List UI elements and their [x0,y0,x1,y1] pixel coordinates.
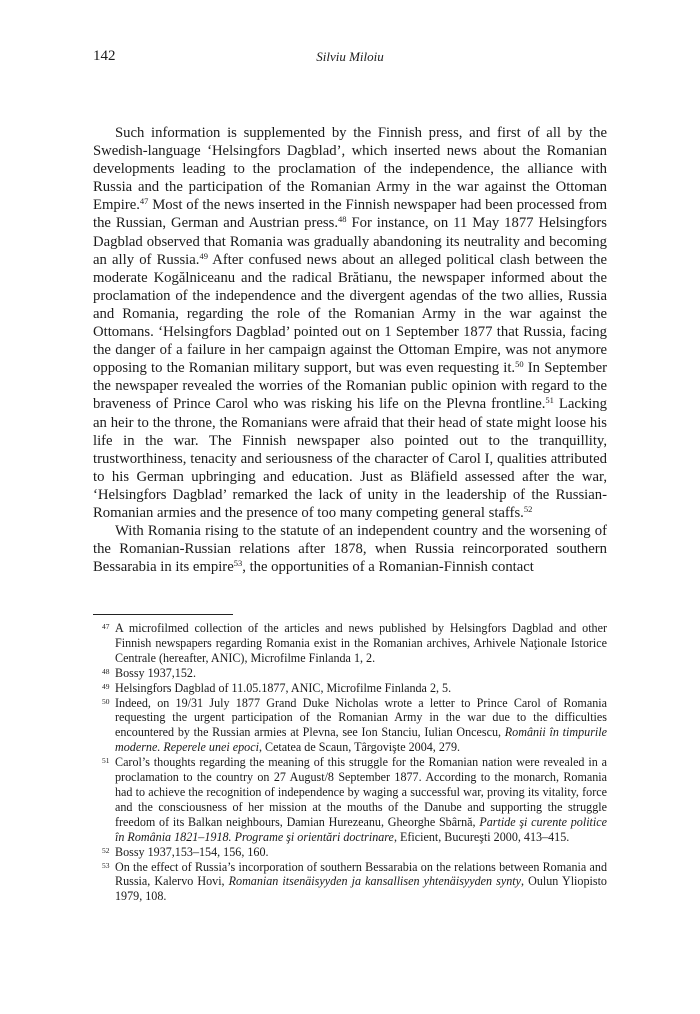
footnote-ref-52: 52 [523,503,533,514]
body-paragraph: Such information is supplemented by the Finnish press, and first of all by the Swedish-language ‘Helsingfors Dagblad’, which inserted news about the Romanian developments leading to the proclamation of the independence, the alliance with Russia and the participation of the Romanian Army in the war against the Ottoman Empire.$^{47}$ Most of the news inserted in the Finnish newspaper had been processed from the Russian, German and Austrian press.$^{48}$ For instance, on 11 May 1877 Helsingfors Dagblad observed that Romania was gradually abandoning its neutrality and becoming an ally of Russia.$^{49}$ After confused news about an alleged political clash between the moderate Kogălniceanu and the radical Brătianu, the newspaper informed about the proclamation of the independence and the divergent agendas of the two allies, Russia and Romania, regarding the role of the Romanian Army in the war against the Ottomans. ‘Helsingfors Dagblad’ pointed out on 1 September 1877 that Russia, facing the danger of a failure in her campaign against the Ottoman Empire, was not anymore opposing to the Romanian military support, but was even requesting it.$^{50}$ In September the newspaper revealed the worries of the Romanian public opinion with regard to the braveness of Prince Carol who was risking his life on the Plevna frontline.$^{51}$ Lacking an heir to the throne, the Romanians were afraid that their head of state might loose his life in the war. The Finnish newspaper also pointed out to the tranquillity, trustworthiness, tenacity and seriousness of the character of Carol I, qualities attributed to his German upbringing and education. Just as Bläfield assessed after the war, ‘Helsingfors Dagblad’ remarked the lack of unity in the leadership of the Russian-Romanian armies and the presence of too many competing general staffs.$^{52}$ [93,125,608,521]
footnote-ref-47: 47 [139,196,149,207]
body-paragraph: With Romania rising to the statute of an independent country and the worsening of the Romanian-Russian relations after 1878, when Russia reincorporated southern Bessarabia in its empire$^{53}$, the opportunities of a Romanian-Finnish contact [93,523,607,576]
running-head-author: Silviu Miloiu [316,49,384,64]
page-number: 142 [93,48,116,64]
footnote-53: 53 On the effect of Russia’s incorporation of southern Bessarabia on the relations between Romania and Russia, Kalervo Hovi, Romanian itsenäisyyden ja kansallisen yhtenäisyyden synty, Oulun Yliopisto 1979, 108. [102,859,607,904]
footnote-ref-48: 48 [338,214,347,225]
footnote-49: 49 Helsingfors Dagblad of 11.05.1877, ANIC, Microfilme Finlanda 2, 5. [102,680,452,695]
main-text [93,124,607,576]
footnote-48: 48 Bossy 1937,152. [102,665,196,680]
footnote-ref-49: 49 [199,250,208,261]
footnotes [93,621,607,904]
footnote-divider [93,614,233,615]
footnote-ref-50: 50 [515,359,524,370]
footnote-51: 51 Carol’s thoughts regarding the meaning of this struggle for the Romanian nation were revealed in a proclamation to the country on 27 August/8 September 1877. According to the monarch, Romania had to achieve the recognition of independence by waging a successful war, proving its vitality, force and the consciousness of her mission at the mouths of the Danube and supporting the struggle freedom of its Balkan neighbours, Damian Hurezeanu, Gheorghe Sbârnă, Partide şi curente politice în România 1821–1918. Programe şi orientări doctrinare, Eficient, Bucureşti 2000, 413–415. [102,755,608,844]
footnote-52: 52 Bossy 1937,153–154, 156, 160. [102,844,269,859]
footnote-ref-53: 53 [233,558,243,569]
footnote-47: 47 A microfilmed collection of the articles and news published by Helsingfors Dagblad and other Finnish newspapers regarding Romania exist in the Romanian archives, Arhivele Naţionale Istorice Centrale (hereafter, ANIC), Microfilme Finlanda 1, 2. [102,621,607,665]
footnote-50: 50 Indeed, on 19/31 July 1877 Grand Duke Nicholas wrote a letter to Prince Carol of Romania requesting the urgent participation of the Romanian Army in the war due to the difficulties encountered by the Russian armies at Plevna, see Ion Stanciu, Iulian Oncescu, Românii în timpurile moderne. Reperele unei epoci, Cetatea de Scaun, Târgovişte 2004, 279. [102,695,607,755]
page-header [93,48,607,68]
footnote-ref-51: 51 [545,395,554,406]
